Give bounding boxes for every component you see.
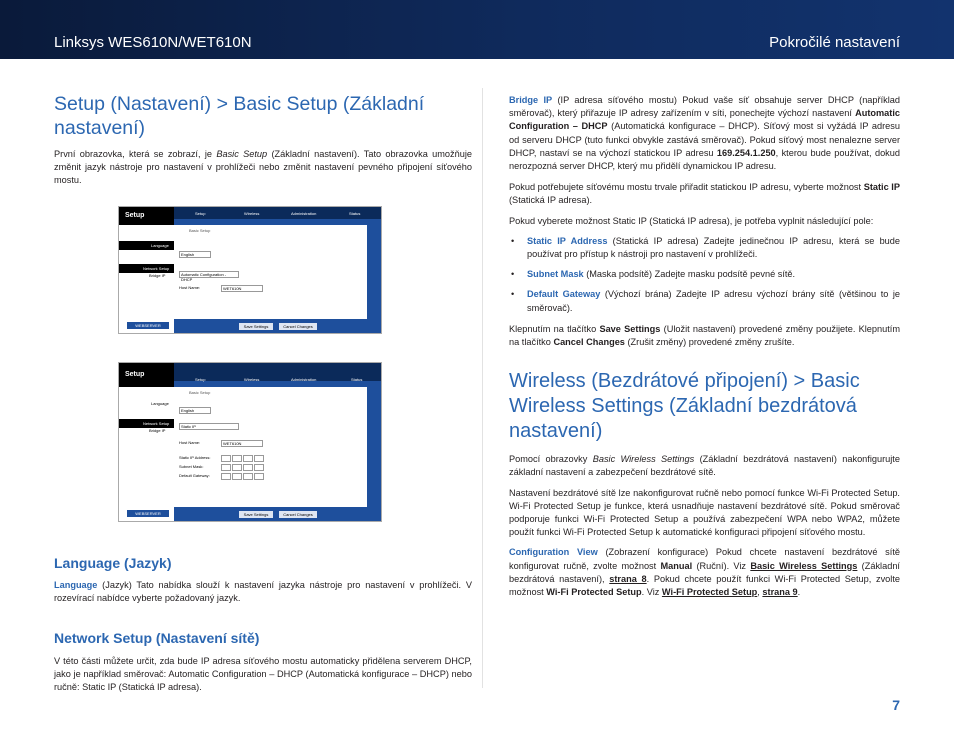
- shot-tab-status: Status: [349, 211, 361, 216]
- bridge-ip-paragraph: Bridge IP (IP adresa síťového mostu) Pokud vaše síť obsahuje server DHCP (například směrovač), který přiřazuje IP adresy zařízením v síti, ponechejte výchozí nastavení Automatic Configuration – DHCP (Automatická konfigurace – DHCP). Síťový most si vyžádá IP adresu od serveru DHCP (tuto funkci obvykle zastává směrovač). Pokud síťový most nenalezne server DHCP, nastaví se na výchozí statickou IP adresu 169.254.1.250, kterou bude používat, dokud nerozpozná server DHCP, který mu přidělí dynamickou IP adresu.: [509, 95, 901, 172]
- screenshot-basic-setup-dhcp: [118, 206, 382, 334]
- static-ip-paragraph: Pokud potřebujete síťovému mostu trvale přiřadit statickou IP adresu, vyberte možnost Static IP (Statická IP adresa).: [509, 182, 900, 206]
- shot2-tab-administration: Administration: [291, 377, 317, 382]
- shot2-ip-label: Static IP Address:: [179, 455, 211, 460]
- shot2-tab-wireless: Wireless: [244, 377, 260, 382]
- language-heading: Language (Jazyk): [54, 555, 172, 571]
- shot2-tab-setup: Setup: [195, 377, 206, 382]
- shot-setup-title: Setup: [125, 212, 145, 219]
- list-item: • Subnet Mask (Maska podsítě) Zadejte masku podsítě pevné sítě.: [509, 268, 900, 281]
- shot-config-value: Automatic Configuration - DHCP: [181, 272, 227, 282]
- network-paragraph: V této části můžete určit, zda bude IP adresa síťového mostu automaticky přidělena serverem DHCP, jako je například směrovač: Automatic Configuration – DHCP (Automatická konfigurace – DHCP) nebo ručně: Static IP (Statická IP adresa).: [54, 656, 472, 693]
- shot-logo: WEBSERVER: [127, 322, 169, 329]
- left-column: [54, 92, 472, 188]
- shot2-config-value: Static IP: [181, 424, 196, 429]
- shot2-cancel-button: Cancel Changes: [279, 511, 317, 518]
- column-divider: [482, 88, 483, 688]
- shot2-side-network: Network Setup: [143, 421, 170, 426]
- language-section: [54, 555, 472, 605]
- link-wifi-protected-setup[interactable]: Wi-Fi Protected Setup: [661, 587, 758, 598]
- shot2-side-language: Language: [151, 401, 169, 406]
- link-basic-wireless-settings[interactable]: Basic Wireless Settings: [750, 560, 858, 571]
- right-column: [509, 94, 900, 599]
- configuration-view-paragraph: Configuration View (Zobrazení konfigurace) Pokud chcete nastavení bezdrátové sítě konfigurovat ručně, zvolte možnost Manual (Ruční). Viz Basic Wireless Settings (Základní bezdrátová nastavení), strana 8. Pokud chcete použít funkci Wi-Fi Protected Setup, zvolte možnost Wi-Fi Protected Setup. Viz Wi-Fi Protected Setup, strana 9.: [509, 547, 900, 598]
- shot-side-language: Language: [151, 243, 169, 248]
- shot2-mask-label: Subnet Mask:: [179, 464, 204, 469]
- link-page-9[interactable]: strana 9: [762, 587, 798, 598]
- static-intro-paragraph: Pokud vyberete možnost Static IP (Statická IP adresa), je potřeba vyplnit následující pole:: [509, 215, 874, 226]
- network-heading: Network Setup (Nastavení sítě): [54, 630, 260, 646]
- shot2-tab-status: Status: [351, 377, 363, 382]
- screenshot-basic-setup-static: [118, 362, 382, 522]
- product-name: Linksys WES610N/WET610N: [54, 34, 252, 51]
- shot2-host-label: Host Name:: [179, 440, 201, 445]
- page-number: 7: [892, 697, 900, 713]
- shot-host-label: Host Name:: [179, 285, 201, 290]
- shot-lang-value: English: [181, 252, 195, 257]
- network-section: [54, 630, 472, 695]
- list-item: • Default Gateway (Výchozí brána) Zadejte IP adresu výchozí brány sítě (většinou to je směrovač).: [509, 288, 900, 314]
- shot-side-network: Network Setup: [143, 266, 170, 271]
- header-bar: [0, 0, 954, 59]
- shot2-logo: WEBSERVER: [127, 510, 169, 517]
- shot-tab-administration: Administration: [291, 211, 317, 216]
- section-name: Pokročilé nastavení: [769, 34, 900, 51]
- static-fields-list: [509, 235, 900, 315]
- intro-paragraph: První obrazovka, která se zobrazí, je Basic Setup (Základní nastavení). Tato obrazovka umožňuje změnit jazyk nástroje pro nastavení v prohlížeči nebo změnit nastavení pevného připojení síťového mostu.: [54, 149, 472, 186]
- save-settings-paragraph: Klepnutím na tlačítko Save Settings (Uložit nastavení) provedené změny použijete. Klepnutím na tlačítko Cancel Changes (Zrušit změny) provedené změny zrušíte.: [509, 323, 900, 348]
- link-page-8[interactable]: strana 8: [609, 573, 647, 584]
- wireless-title: Wireless (Bezdrátové připojení) > Basic Wireless Settings (Základní bezdrátová nastavení): [509, 370, 860, 443]
- shot2-gw-label: Default Gateway:: [179, 473, 210, 478]
- page-title: Setup (Nastavení) > Basic Setup (Základní nastavení): [54, 93, 425, 139]
- shot-save-button: Save Settings: [239, 323, 273, 330]
- shot2-setup-title: Setup: [125, 371, 145, 378]
- list-item: • Static IP Address (Statická IP adresa) Zadejte jedinečnou IP adresu, která se bude používat pro přístup k nástroji pro nastavení v prohlížeči.: [509, 235, 900, 261]
- shot2-side-bridge: Bridge IP: [149, 428, 166, 433]
- shot-tab-setup: Setup: [195, 211, 206, 216]
- shot-host-value: WET610N: [223, 286, 242, 291]
- shot2-subtab: Basic Setup: [189, 390, 211, 395]
- shot2-host-value: WET610N: [223, 441, 242, 446]
- wireless-intro-paragraph: Pomocí obrazovky Basic Wireless Settings (Základní bezdrátová nastavení) nakonfigurujte základní nastavení a zabezpečení bezdrátové sítě.: [509, 454, 900, 478]
- wireless-setup-paragraph: Nastavení bezdrátové sítě lze nakonfigurovat ručně nebo pomocí funkce Wi-Fi Protected Setup. Wi-Fi Protected Setup je funkce, která usnadňuje nastavení bezdrátové sítě. Pokud směrovač podporuje funkci Wi-Fi Protected Setup a používá zabezpečení WPA nebo WPA2, můžete použít funkci Wi-Fi Protected Setup k automatické konfiguraci připojení síťového mostu.: [509, 487, 900, 538]
- shot2-lang-value: English: [181, 408, 195, 413]
- shot-subtab: Basic Setup: [189, 228, 211, 233]
- shot2-save-button: Save Settings: [239, 511, 273, 518]
- language-paragraph: Language (Jazyk) Tato nabídka slouží k nastavení jazyka nástroje pro nastavení v prohlížeči. V rozevírací nabídce vyberte požadovaný jazyk.: [54, 580, 472, 604]
- shot-side-bridge: Bridge IP: [149, 273, 166, 278]
- shot-tab-wireless: Wireless: [244, 211, 260, 216]
- shot-cancel-button: Cancel Changes: [279, 323, 317, 330]
